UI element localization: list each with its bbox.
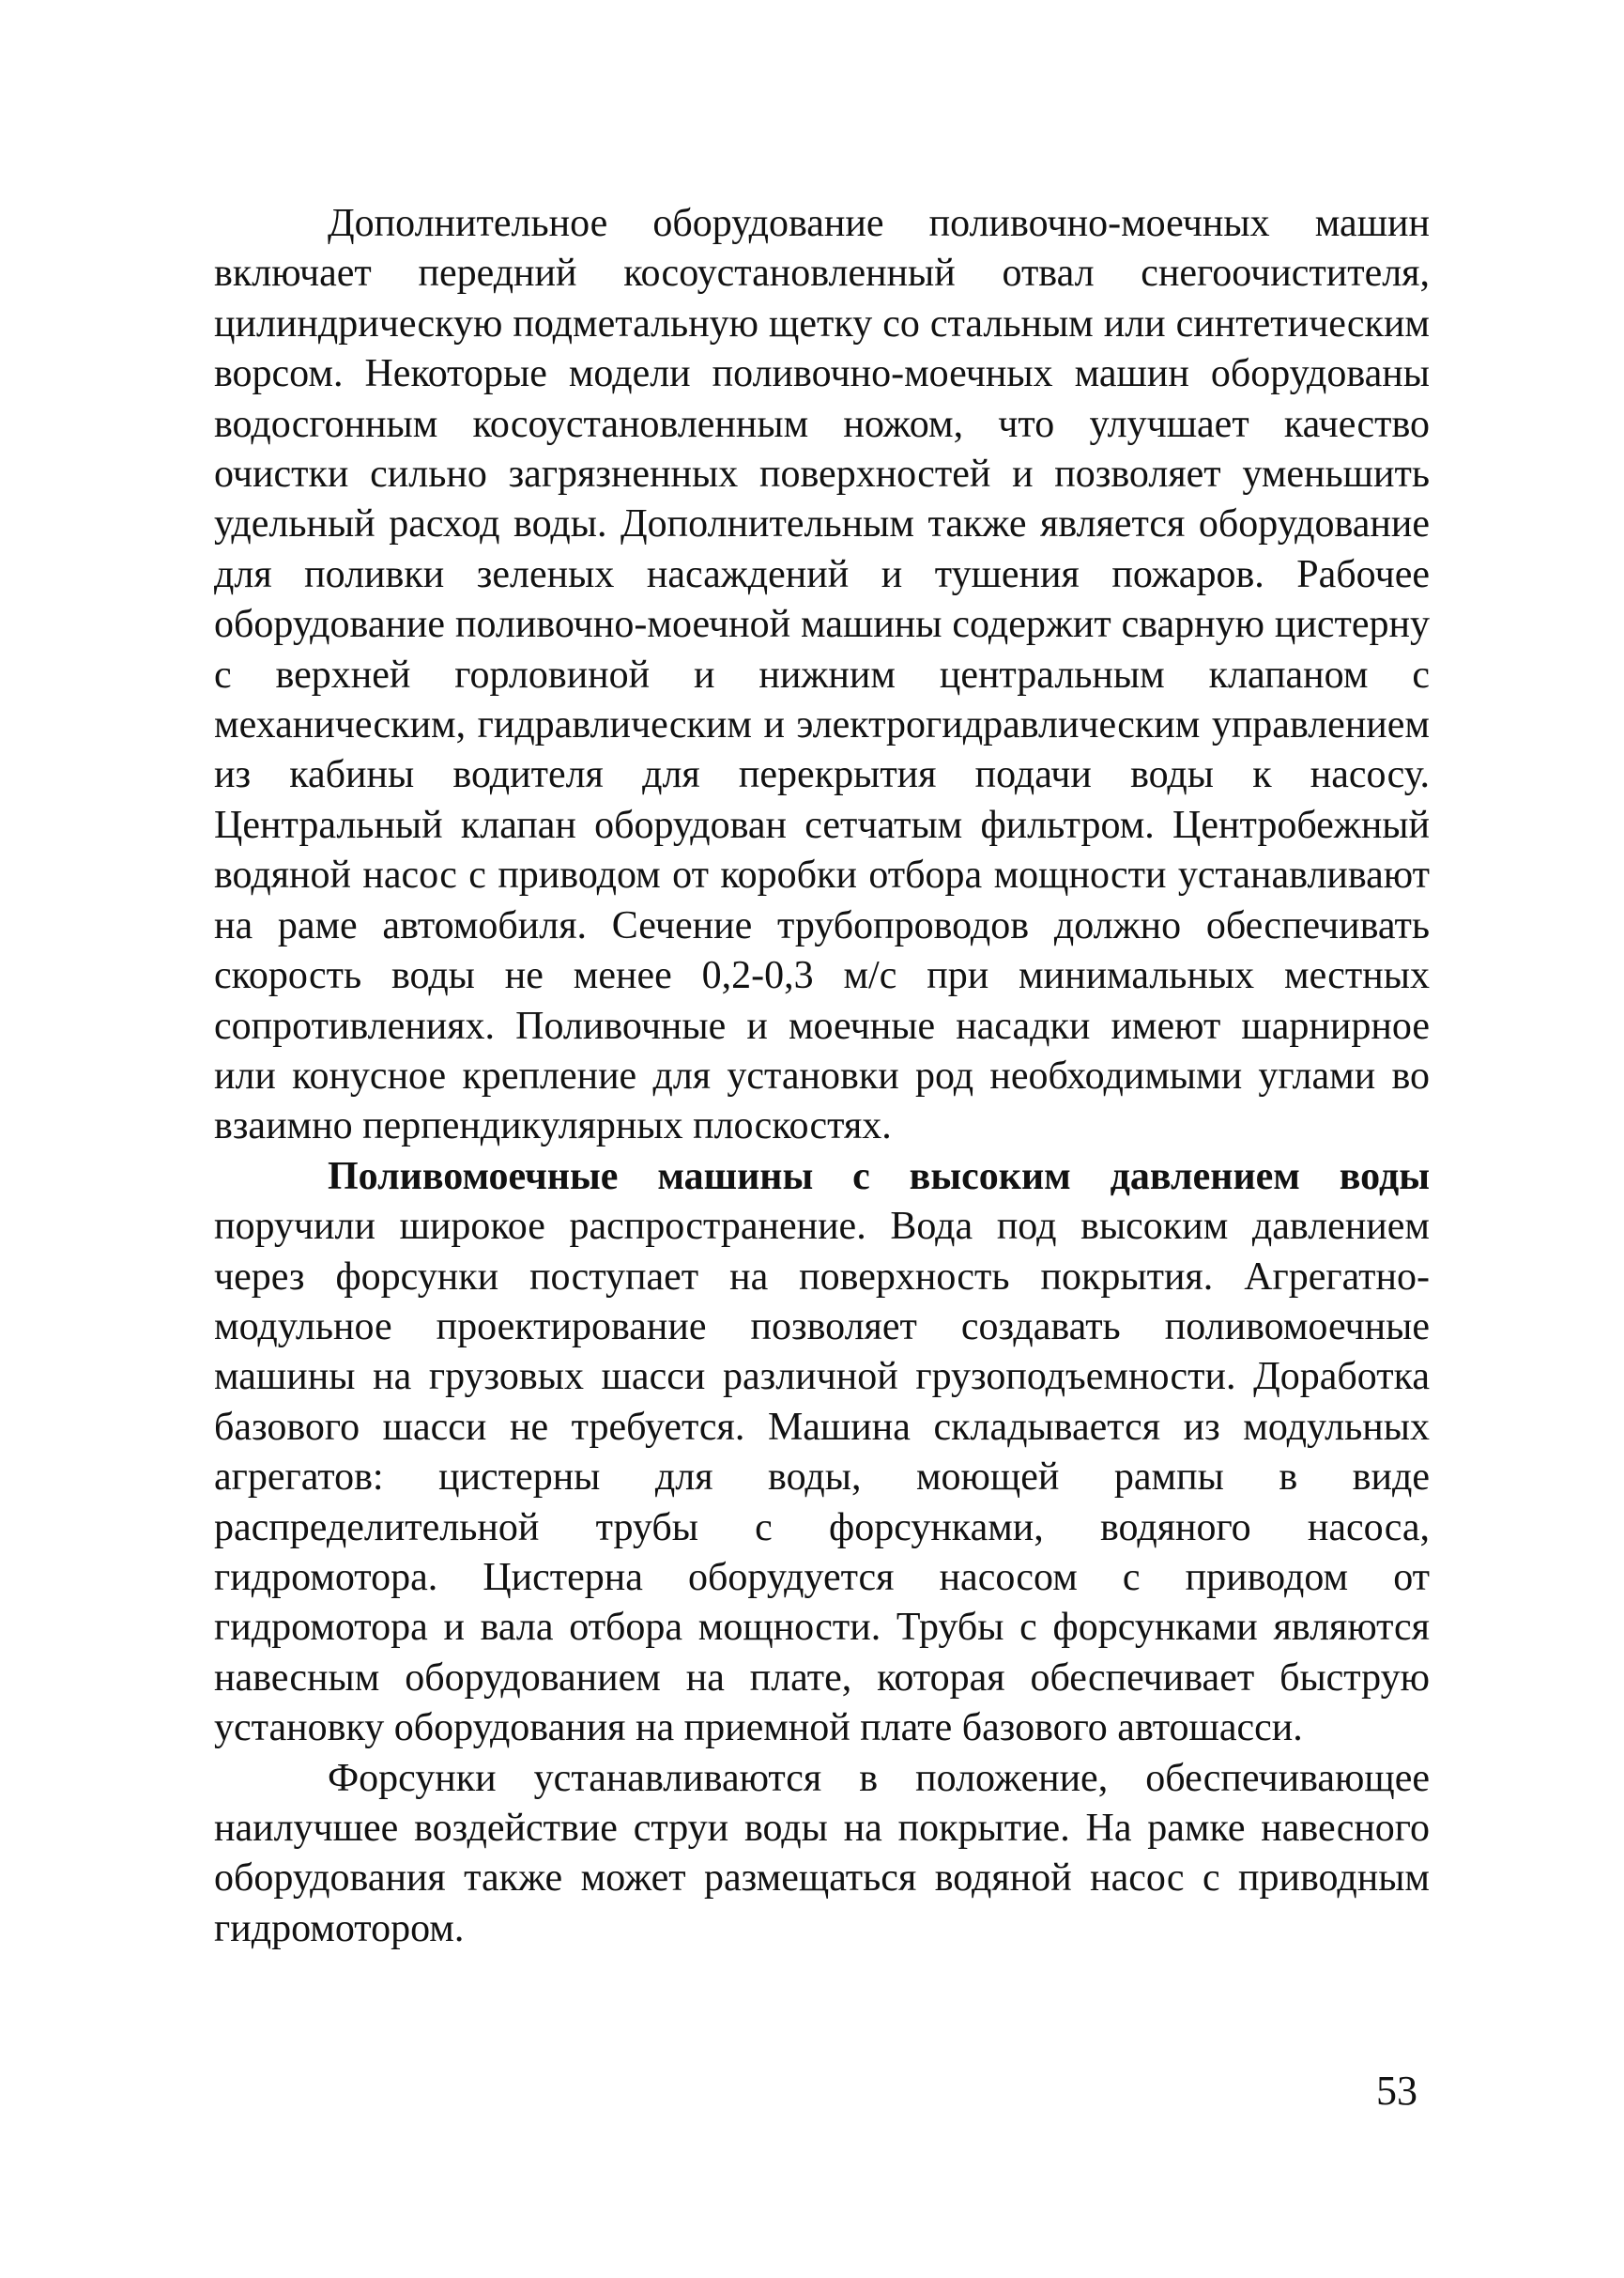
- paragraph-2-heading: Поливомоечные машины с высоким давлением воды: [328, 1154, 1430, 1198]
- paragraph-2: [214, 1152, 1430, 1754]
- page-number: 53: [1376, 2068, 1417, 2114]
- paragraph-1: [214, 199, 1430, 1152]
- body-text: [214, 199, 1430, 1954]
- paragraph-3: [214, 1754, 1430, 1955]
- paragraph-2-text: поручили широкое распространение. Вода под высоким давлением через форсунки поступает на поверхность покрытия. Агрегатно-модульное проектирование позволяет создавать поливомоечные машины на грузовых шасси различной грузоподъемности. Доработка базового шасси не требуется. Машина складывается из модульных агрегатов: цистерны для воды, моющей рампы в виде распределительной трубы с форсунками, водяного насоса, гидромотора. Цистерна оборудуется насосом с приводом от гидромотора и вала отбора мощности. Трубы с форсунками являются навесным оборудованием на плате, которая обеспечивает быструю установку оборудования на приемной плате базового автошасси.: [214, 1205, 1430, 1750]
- paragraph-3-text: Форсунки устанавливаются в положение, обеспечивающее наилучшее воздействие струи воды на покрытие. На рамке навесного оборудования также может размещаться водяной насос с приводным гидромотором.: [214, 1756, 1430, 1950]
- paragraph-1-text: Дополнительное оборудование поливочно-моечных машин включает передний косоустановленный отвал снегоочистителя, цилиндрическую подметальную щетку со стальным или синтетическим ворсом. Некоторые модели поливочно-моечных машин оборудованы водосгонным косоустановленным ножом, что улучшает качество очистки сильно загрязненных поверхностей и позволяет уменьшить удельный расход воды. Дополнительным также является оборудование для поливки зеленых насаждений и тушения пожаров. Рабочее оборудование поливочно-моечной машины содержит сварную цистерну с верхней горловиной и нижним центральным клапаном с механическим, гидравлическим и электрогидравлическим управлением из кабины водителя для перекрытия подачи воды к насосу. Центральный клапан оборудован сетчатым фильтром. Центробежный водяной насос с приводом от коробки отбора мощности устанавливают на раме автомобиля. Сечение трубопроводов должно обеспечивать скорость воды не менее 0,2-0,3 м/с при минимальных местных сопротивлениях. Поливочные и моечные насадки имеют шарнирное или конусное крепление для установки род необходимыми углами во взаимно перпендикулярных плоскостях.: [214, 202, 1430, 1148]
